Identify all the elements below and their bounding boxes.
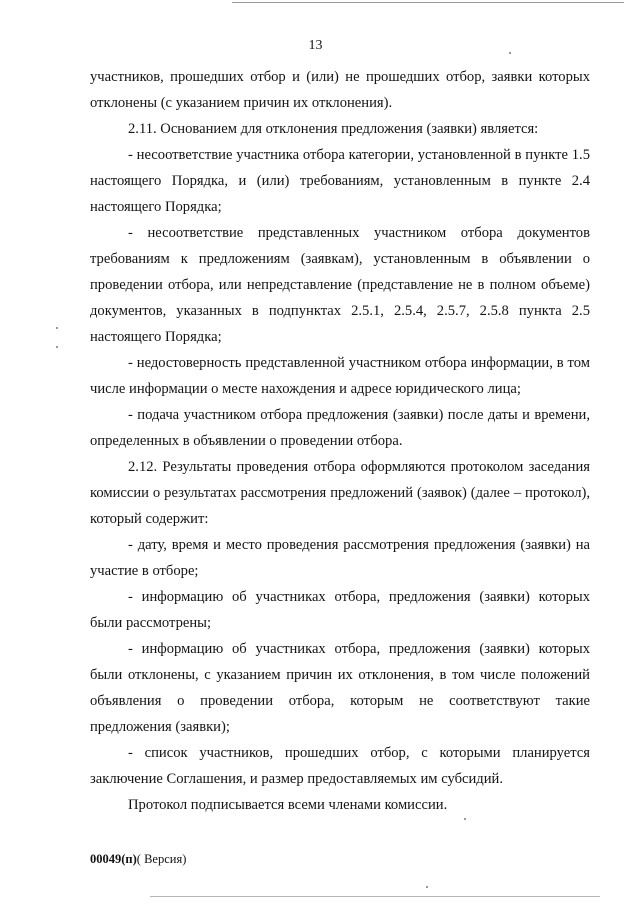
list-item-protocol-winners: - список участников, прошедших отбор, с которыми планируется заключение Соглашения, и размер предоставляемых им субсидий. — [90, 745, 590, 787]
list-item-reason-documents: - несоответствие представленных участником отбора документов требованиям к предложениям (заявкам), установленным в объявлении о проведении отбора, или непредставление (представление не в полном объеме) документов, указанных в подпунктах 2.5.1, 2.5.4, 2.5.7, 2.5.8 пункта 2.5 настоящего Порядка; — [90, 225, 590, 345]
document-footer — [90, 851, 186, 867]
paragraph-protocol-signed: Протокол подписывается всеми членами комиссии. — [128, 797, 448, 813]
list-item-protocol-reviewed: - информацию об участниках отбора, предложения (заявки) которых были рассмотрены; — [90, 589, 590, 631]
list-item-reason-late-submission: - подача участником отбора предложения (заявки) после даты и времени, определенных в объявлении о проведении отбора. — [90, 407, 590, 449]
scan-speck — [56, 327, 58, 329]
document-code: 00049(п) — [90, 852, 137, 866]
scan-speck — [464, 818, 466, 820]
scan-speck — [56, 346, 58, 348]
scan-edge-line-bottom — [150, 896, 600, 897]
list-item-protocol-rejected: - информацию об участниках отбора, предложения (заявки) которых были отклонены, с указанием причин их отклонения, в том числе положений объявления о проведении отбора, которым не соответствуют такие предложения (заявки); — [90, 641, 590, 735]
paragraph-continuation: участников, прошедших отбор и (или) не прошедших отбор, заявки которых отклонены (с указанием причин их отклонения). — [90, 69, 590, 111]
paragraph-2-12-heading: 2.12. Результаты проведения отбора оформляются протоколом заседания комиссии о результатах рассмотрения предложений (заявок) (далее – протокол), который содержит: — [90, 459, 590, 527]
list-item-protocol-date: - дату, время и место проведения рассмотрения предложения (заявки) на участие в отборе; — [90, 537, 590, 579]
list-item-reason-category: - несоответствие участника отбора категории, установленной в пункте 1.5 настоящего Порядка, и (или) требованиям, установленным в пункте 2.4 настоящего Порядка; — [90, 147, 590, 215]
scan-speck — [426, 886, 428, 888]
page-number: 13 — [308, 38, 323, 53]
document-version: ( Версия) — [136, 852, 187, 866]
document-body — [90, 64, 590, 818]
paragraph-2-11-heading: 2.11. Основанием для отклонения предложения (заявки) является: — [128, 121, 539, 137]
scan-edge-line-top — [232, 2, 624, 3]
scan-speck — [509, 52, 511, 54]
list-item-reason-false-info: - недостоверность представленной участником отбора информации, в том числе информации о месте нахождения и адресе юридического лица; — [90, 355, 590, 397]
